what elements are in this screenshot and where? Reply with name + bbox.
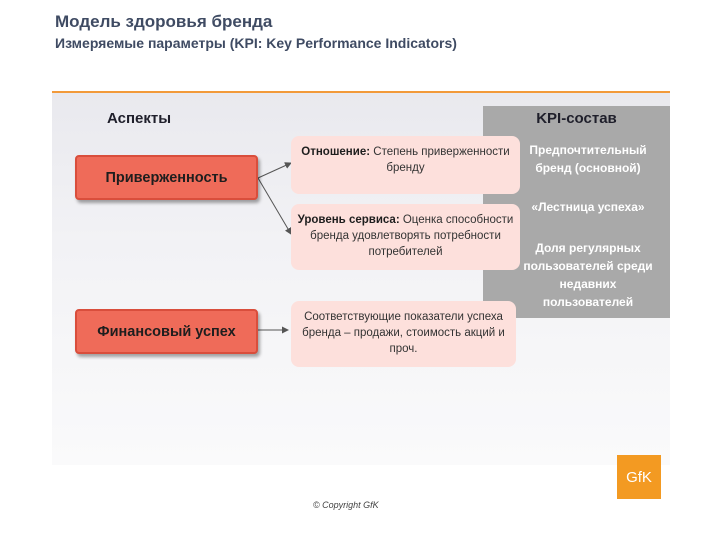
- desc-financial: [291, 301, 516, 367]
- aspect-financial-box: [75, 309, 258, 354]
- kpi-item-regular-users: Доля регулярных пользователей среди недавних пользователей: [523, 241, 653, 309]
- copyright-text: © Copyright GfK: [313, 500, 379, 510]
- aspect-loyalty-box: [75, 155, 258, 200]
- desc-service: [291, 204, 520, 270]
- slide-subtitle: Измеряемые параметры (KPI: Key Performance Indicators): [55, 35, 457, 51]
- desc-financial-text: Соответствующие показатели успеха бренда – продажи, стоимость акций и проч.: [302, 311, 505, 355]
- desc-service-term: Уровень сервиса:: [297, 214, 400, 226]
- desc-attitude-text: Степень приверженности бренду: [370, 146, 510, 174]
- aspects-header: Аспекты: [107, 110, 172, 127]
- desc-attitude-term: Отношение:: [301, 146, 371, 158]
- desc-attitude: [291, 136, 520, 194]
- aspect-financial-label: Финансовый успех: [97, 323, 236, 340]
- kpi-item-success-ladder: «Лестница успеха»: [531, 200, 645, 214]
- arrow-to-service: [258, 178, 291, 234]
- aspect-loyalty-label: Приверженность: [105, 169, 228, 186]
- kpi-item-preferred-brand: Предпочтительный бренд (основной): [529, 143, 647, 175]
- slide-title: Модель здоровья бренда: [55, 12, 273, 31]
- arrow-to-attitude: [258, 163, 291, 178]
- gfk-logo: GfK: [617, 455, 661, 499]
- desc-service-text: Оценка способности бренда удовлетворять потребности потребителей: [310, 214, 514, 258]
- kpi-header: KPI-состав: [536, 110, 617, 127]
